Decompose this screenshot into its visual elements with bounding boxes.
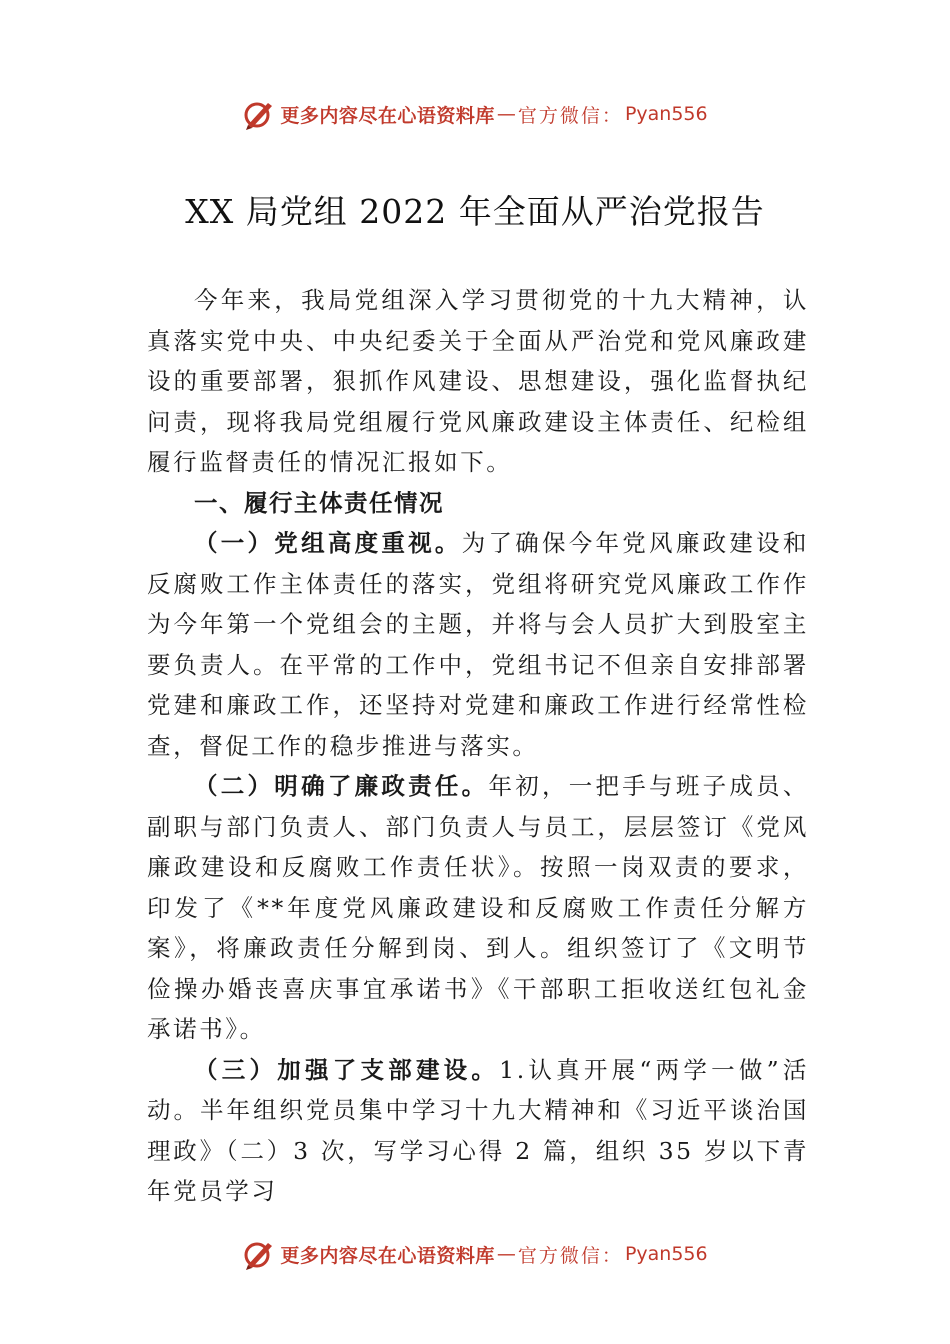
watermark-banner-bottom — [0, 1234, 950, 1274]
watermark-wechat-id: Pyan556 — [624, 1243, 708, 1265]
document-body — [147, 280, 809, 1212]
section-heading: 一、履行主体责任情况 — [194, 488, 444, 517]
watermark-wechat-label: 官方微信： — [517, 104, 623, 127]
watermark-brand: 更多内容尽在心语资料库 — [280, 104, 495, 127]
pen-logo-icon — [242, 1237, 276, 1271]
paragraph-lead: （一）党组高度重视。 — [194, 529, 462, 557]
paragraph-body: 为了确保今年党风廉政建设和反腐败工作主体责任的落实，党组将研究党风廉政工作作为今年第一个党组会的主题，并将与会人员扩大到股室主要负责人。在平常的工作中，党组书记不但亲自安排部署党建和廉政工作，还坚持对党建和廉政工作进行经常性检查，督促工作的稳步推进与落实。 — [147, 529, 809, 760]
paragraph-lead: （二）明确了廉政责任。 — [194, 772, 489, 800]
pen-logo-icon — [242, 97, 276, 131]
paragraph-item-3 — [147, 1050, 809, 1212]
document-title: XX 局党组 2022 年全面从严治党报告 — [185, 192, 765, 231]
paragraph-lead: （三）加强了支部建设。 — [194, 1055, 500, 1084]
watermark-wechat-label: 官方微信： — [517, 1244, 623, 1267]
intro-paragraph: 今年来，我局党组深入学习贯彻党的十九大精神，认真落实党中央、中央纪委关于全面从严治党和党风廉政建设的重要部署，狠抓作风建设、思想建设，强化监督执纪问责，现将我局党组履行党风廉政建设主体责任、纪检组履行监督责任的情况汇报如下。 — [147, 286, 809, 476]
paragraph-body: 年初，一把手与班子成员、副职与部门负责人、部门负责人与员工，层层签订《党风廉政建设和反腐败工作责任状》。按照一岗双责的要求，印发了《**年度党风廉政建设和反腐败工作责任分解方案》，将廉政责任分解到岗、到人。组织签订了《文明节俭操办婚丧喜庆事宜承诺书》《干部职工拒收送红包礼金承诺书》。 — [147, 772, 809, 1043]
watermark-dash: — — [496, 103, 516, 125]
watermark-dash: — — [496, 1243, 516, 1265]
watermark-wechat-id: Pyan556 — [624, 103, 708, 125]
paragraph-item-2 — [147, 766, 809, 1050]
watermark-brand: 更多内容尽在心语资料库 — [280, 1244, 495, 1267]
paragraph-item-1 — [147, 523, 809, 766]
watermark-banner-top — [0, 94, 950, 134]
paragraph-body: 1.认真开展“两学一做”活动。半年组织党员集中学习十九大精神和《习近平谈治国理政》（二）3 次，写学习心得 2 篇，组织 35 岁以下青年党员学习 — [147, 1055, 809, 1205]
